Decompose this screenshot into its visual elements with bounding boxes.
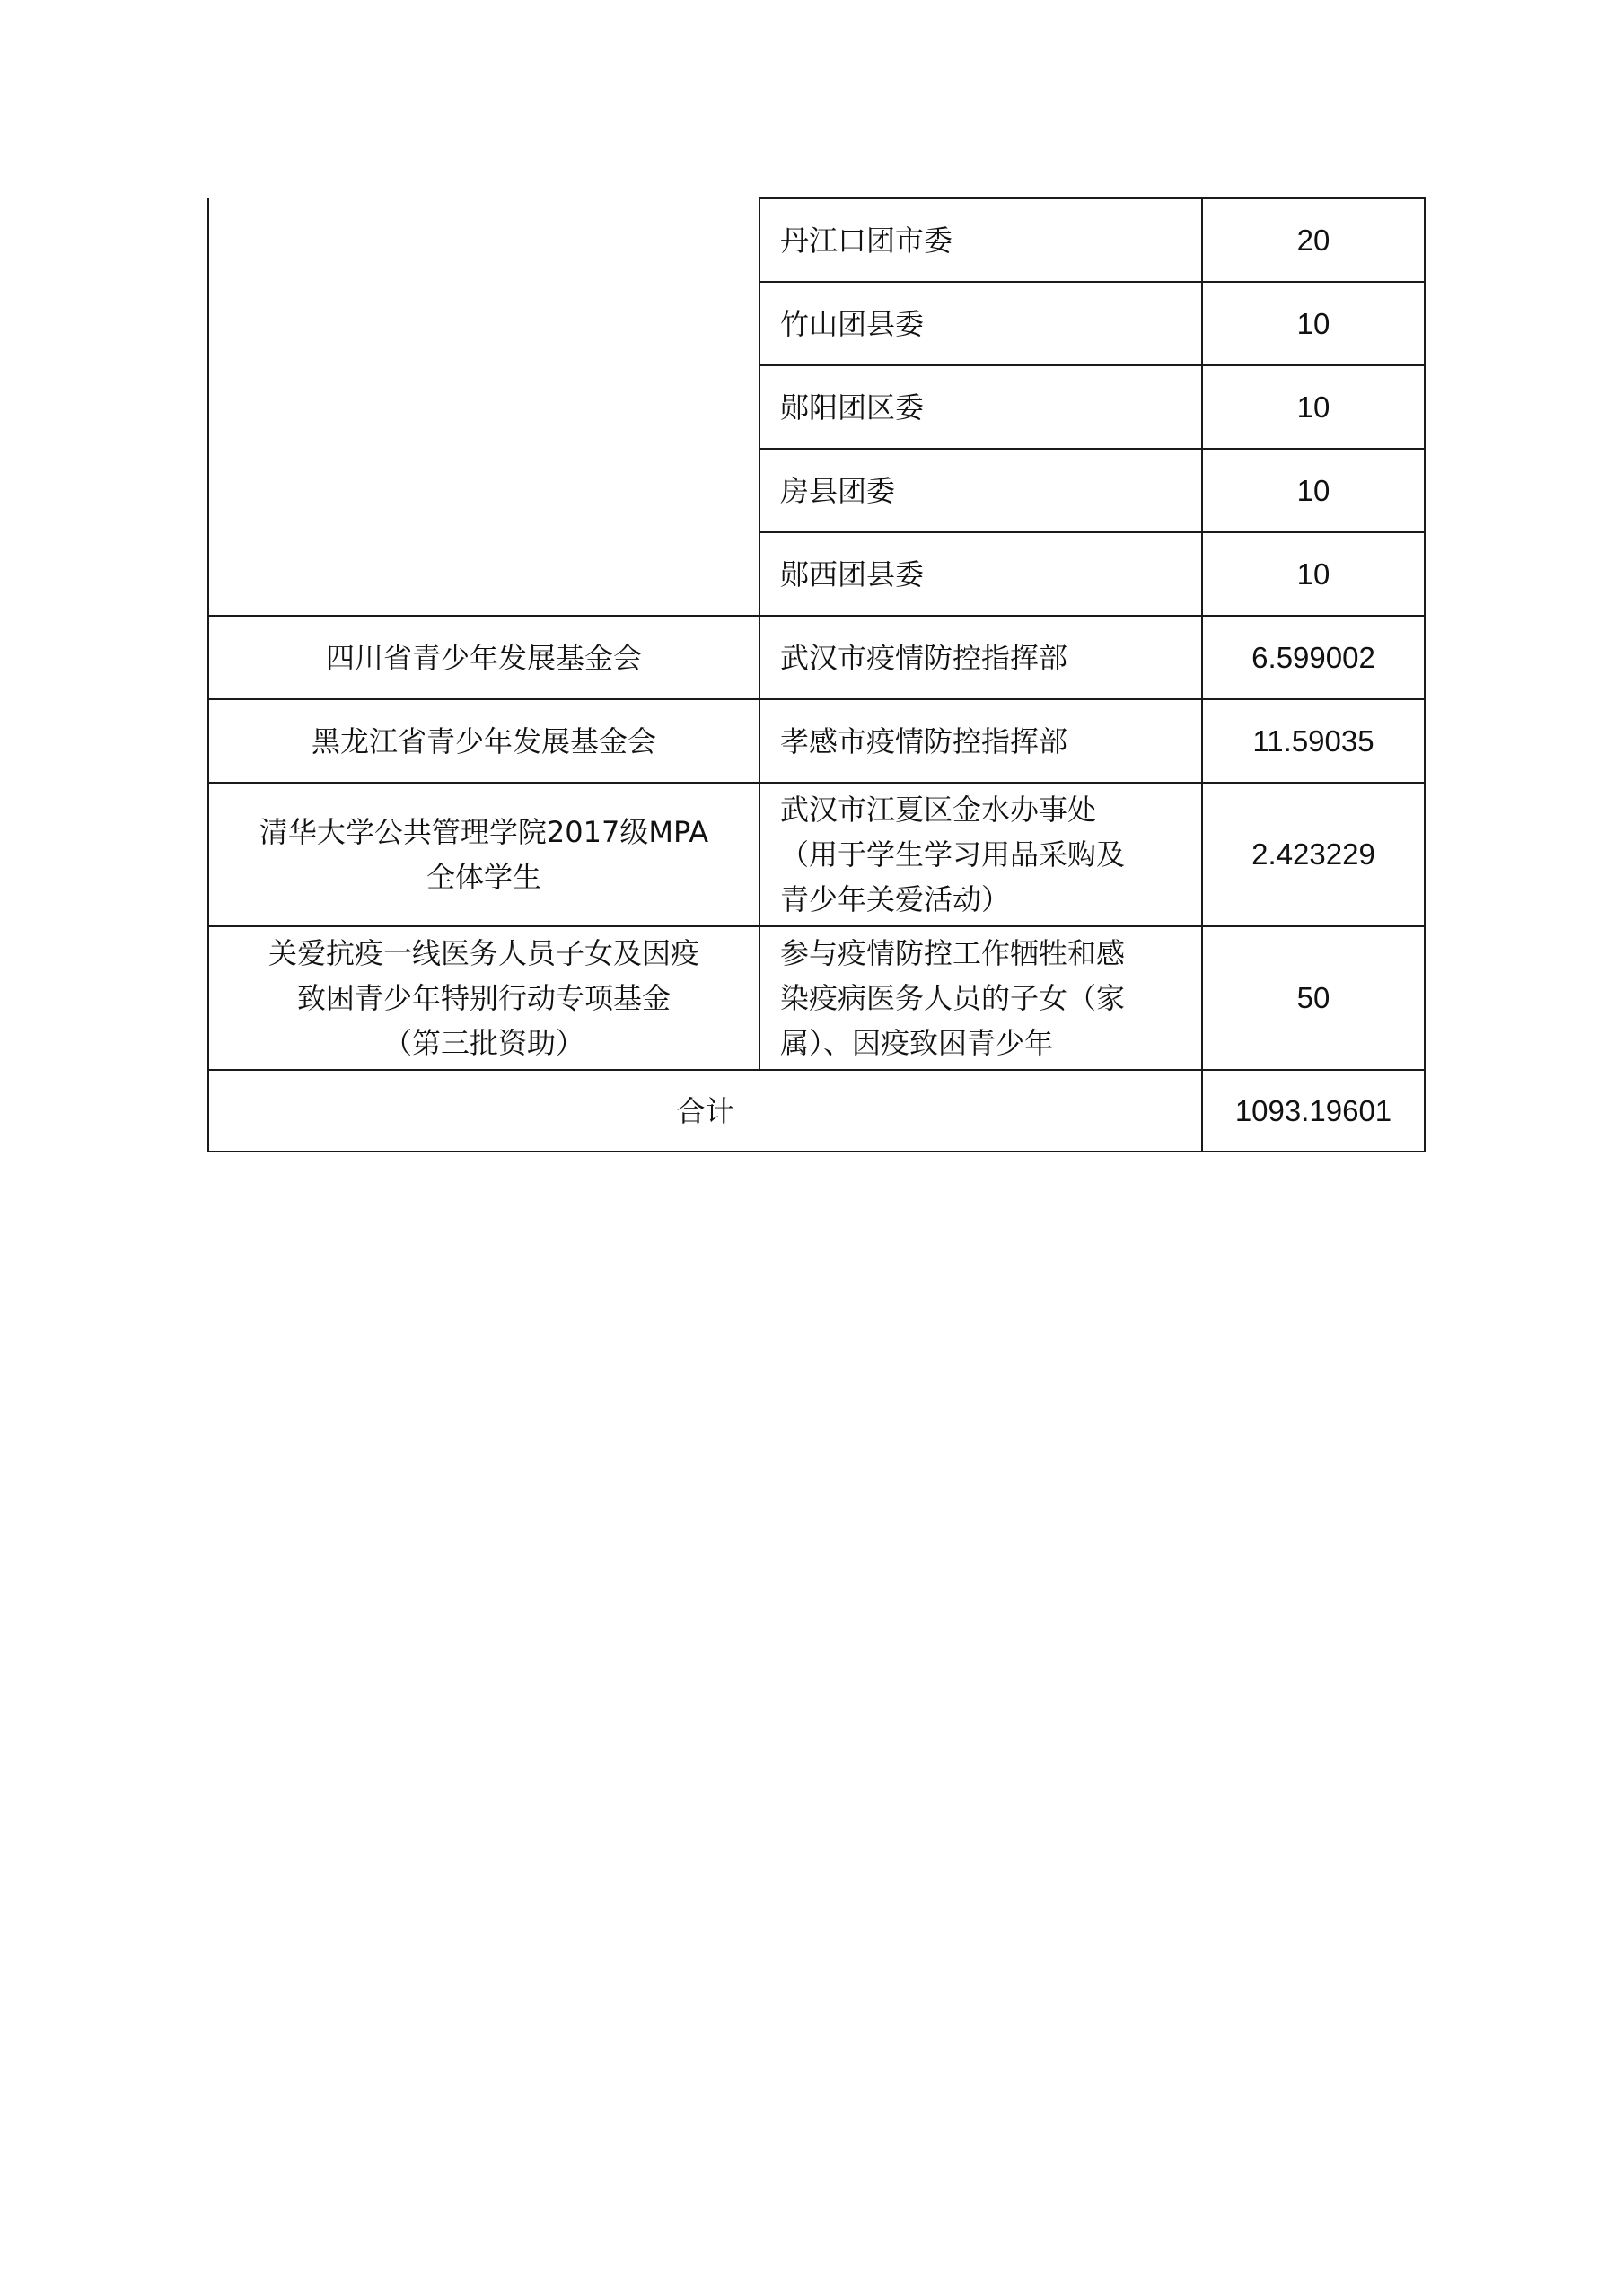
donor-line: 致困青少年特别行动专项基金 bbox=[296, 981, 671, 1015]
donor-cell: 四川省青少年发展基金会 bbox=[208, 616, 759, 699]
amount-cell: 6.599002 bbox=[1202, 616, 1425, 699]
donor-line: 全体学生 bbox=[426, 860, 541, 894]
amount-cell: 11.59035 bbox=[1202, 699, 1425, 783]
recipient-line: 武汉市江夏区金水办事处 bbox=[780, 793, 1097, 827]
recipient-line: 参与疫情防控工作牺牲和感 bbox=[780, 936, 1126, 970]
recipient-cell: 丹江口团市委 bbox=[759, 198, 1202, 282]
recipient-cell: 武汉市疫情防控指挥部 bbox=[759, 616, 1202, 699]
recipient-line: 属）、因疫致困青少年 bbox=[780, 1026, 1054, 1060]
table-row bbox=[208, 198, 1425, 282]
donor-line: （第三批资助） bbox=[382, 1026, 584, 1060]
amount-cell: 10 bbox=[1202, 449, 1425, 532]
donation-table bbox=[207, 197, 1426, 1152]
recipient-cell: 孝感市疫情防控指挥部 bbox=[759, 699, 1202, 783]
amount-cell: 10 bbox=[1202, 282, 1425, 365]
donor-line: 关爱抗疫一线医务人员子女及因疫 bbox=[268, 936, 699, 970]
total-amount: 1093.19601 bbox=[1202, 1070, 1425, 1152]
amount-cell: 10 bbox=[1202, 532, 1425, 616]
recipient-cell: 郧阳团区委 bbox=[759, 365, 1202, 449]
amount-cell: 2.423229 bbox=[1202, 783, 1425, 926]
table-row bbox=[208, 699, 1425, 783]
recipient-cell: 房县团委 bbox=[759, 449, 1202, 532]
recipient-line: （用于学生学习用品采购及 bbox=[780, 837, 1126, 872]
table-row bbox=[208, 926, 1425, 1070]
total-label: 合计 bbox=[208, 1070, 1202, 1152]
table-row bbox=[208, 783, 1425, 926]
table-row bbox=[208, 616, 1425, 699]
donor-cell: 黑龙江省青少年发展基金会 bbox=[208, 699, 759, 783]
recipient-cell bbox=[759, 926, 1202, 1070]
total-row bbox=[208, 1070, 1425, 1152]
donor-line: 清华大学公共管理学院2017级MPA bbox=[259, 815, 709, 849]
recipient-cell: 郧西团县委 bbox=[759, 532, 1202, 616]
recipient-line: 染疫病医务人员的子女（家 bbox=[780, 981, 1126, 1015]
amount-cell: 50 bbox=[1202, 926, 1425, 1070]
amount-cell: 10 bbox=[1202, 365, 1425, 449]
recipient-cell: 竹山团县委 bbox=[759, 282, 1202, 365]
amount-cell: 20 bbox=[1202, 198, 1425, 282]
donor-cell bbox=[208, 783, 759, 926]
donor-cell bbox=[208, 926, 759, 1070]
donor-cell-continued bbox=[208, 198, 759, 616]
recipient-cell bbox=[759, 783, 1202, 926]
recipient-line: 青少年关爱活动） bbox=[780, 882, 1011, 916]
